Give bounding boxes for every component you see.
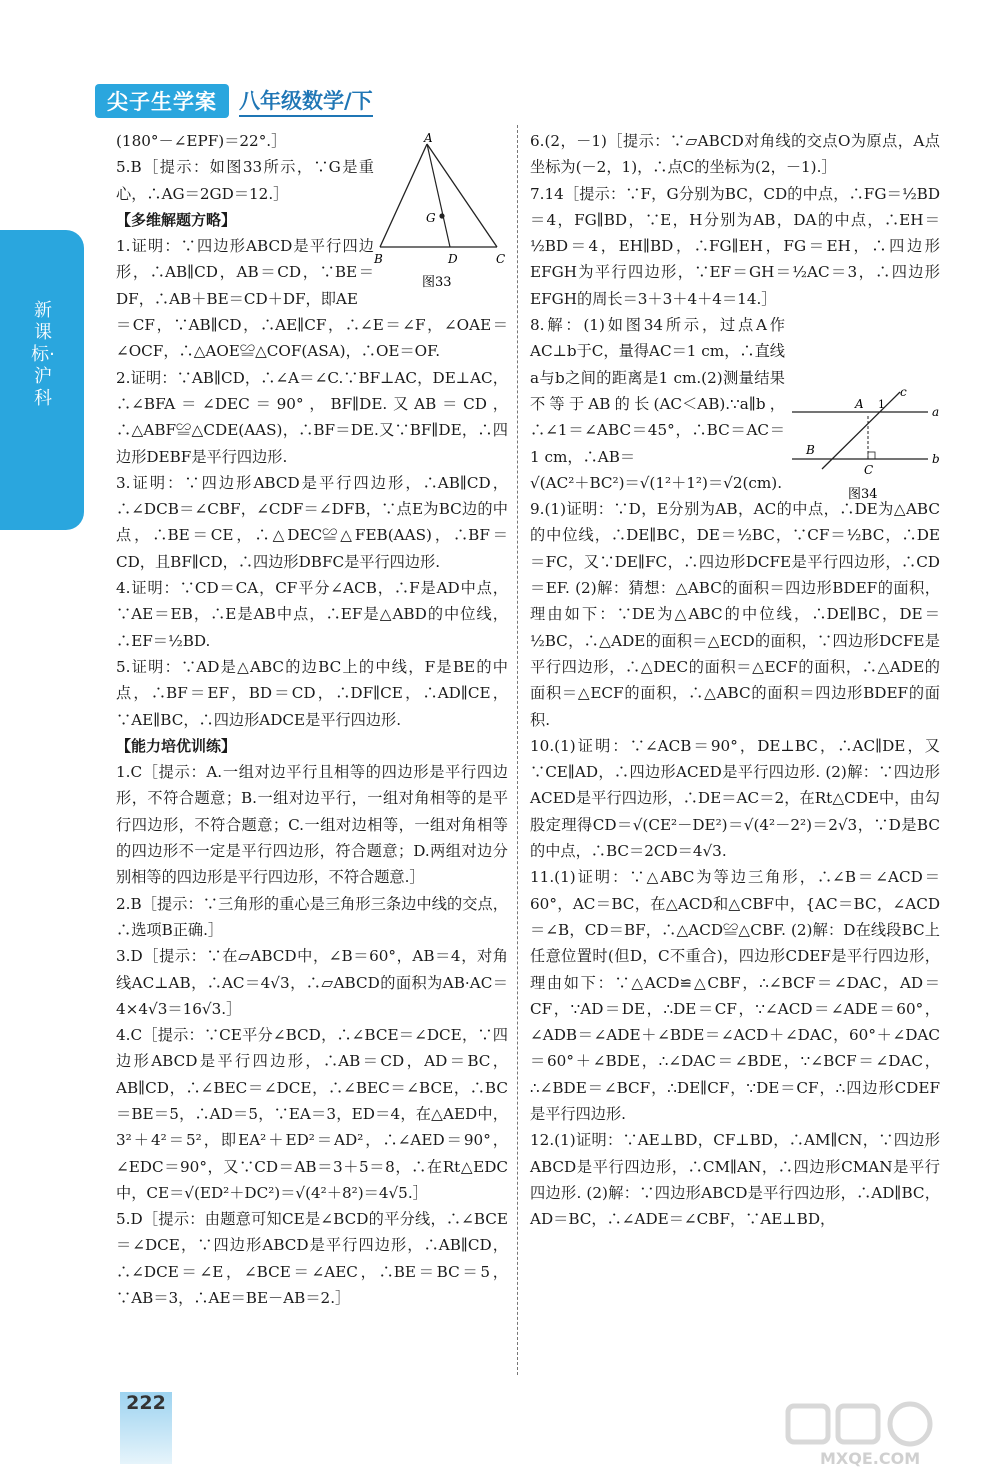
answer-paragraph: 2.证明：∵AB∥CD，∴∠A＝∠C.∵BF⊥AC，DE⊥AC，∴∠BFA＝∠DEC＝90°，BF∥DE.又AB＝CD，∴△ABF≌△CDE(AAS)，∴BF＝DE.又∵BF∥DE，∴四边形DEBF是平行四边形. — [116, 368, 508, 466]
fig34-caption: 图34 — [848, 487, 878, 502]
answer-paragraph: 5.B［提示：如图33所示，∵G是重心，∴AG＝2GD＝12.］ — [116, 158, 374, 203]
subject-label: 八年级数学/下 — [239, 85, 373, 117]
answer-paragraph: 4.C［提示：∵CE平分∠BCD，∴∠BCE＝∠DCE，∵四边形ABCD是平行四边形，∴AB＝CD，AD＝BC，AB∥CD，∴∠BEC＝∠DCE，∴∠BEC＝∠BCE，∴BC＝BE＝5，∴AD＝5，∵EA＝3，ED＝4，在△AED中，3²＋4²＝5²，即EA²＋ED²＝AD²，∴∠AED＝90°，∠EDC＝90°，又∵CD＝AB＝3＋5＝8，∴在Rt△EDC中，CE＝√(ED²＋DC²)＝√(4²＋8²)＝4√5.］ — [116, 1026, 508, 1202]
answer-paragraph: ＝CF，∵AB∥CD，∴AE∥CF，∴∠E＝∠F，∠OAE＝∠OCF，∴△AOE≌△COF(ASA)，∴OE＝OF. — [116, 316, 508, 361]
fig33-label-g: G — [426, 211, 436, 225]
answer-paragraph: 3.D［提示：∵在▱ABCD中，∠B＝60°，AB＝4，对角线AC⊥AB，∴AC＝4√3，∴▱ABCD的面积为AB·AC＝4×4√3＝16√3.］ — [116, 947, 508, 1018]
answer-paragraph: 5.D［提示：由题意可知CE是∠BCD的平分线，∴∠BCE＝∠DCE，∵四边形ABCD是平行四边形，∴AB∥CD，∴∠DCE＝∠E，∠BCE＝∠AEC，∴BE＝BC＝5，∵AB＝3，∴AE＝BE－AB＝2.］ — [116, 1210, 508, 1308]
watermark-logo — [780, 1400, 990, 1470]
answer-paragraph: 5.证明：∵AD是△ABC的边BC上的中线，F是BE的中点，∴BF＝EF，BD＝CD，∴DF∥CE，∴AD∥CE，∵AE∥BC，∴四边形ADCE是平行四边形. — [116, 657, 508, 729]
fig33-side-ac — [427, 144, 497, 247]
answer-paragraph: √(AC²＋BC²)＝√(1²＋1²)＝√2(cm). — [530, 473, 783, 492]
fig34-label-c-line: c — [900, 386, 907, 399]
page-number: 222 — [120, 1392, 172, 1464]
answer-paragraph: 1.C［提示：A.一组对边平行且相等的四边形是平行四边形，不符合题意；B.一组对边平行，一组对角相等的是平行四边形，不符合题意；C.一组对边相等，一组对角相等的四边形不一定是平行四边形，符合题意；D.两组对边分别相等的四边形是平行四边形，不符合题意.］ — [116, 763, 508, 887]
answer-paragraph: 7.14［提示：∵F，G分别为BC，CD的中点，∴FG＝½BD＝4，FG∥BD，∵E，H分别为AB，DA的中点，∴EH＝½BD＝4，EH∥BD，∴FG∥EH，FG＝EH，∴四边形EFGH为平行四边形，∵EF＝GH＝½AC＝3，∴四边形EFGH的周长＝3＋3＋4＋4＝14.］ — [530, 184, 940, 308]
fig33-label-a: A — [424, 132, 433, 145]
fig34-label-b: B — [806, 443, 815, 457]
figure-34 — [790, 386, 940, 506]
fig34-label-a-line: a — [932, 405, 940, 419]
answer-paragraph: 10.(1)证明：∵∠ACB＝90°，DE⊥BC，∴AC∥DE，又∵CE∥AD，∴四边形ACED是平行四边形. (2)解：∵四边形ACED是平行四边形，∴DE＝AC＝2，在Rt△CDE中，由勾股定理得CD＝√(CE²－DE²)＝√(4²－2²)＝2√3，∵D是BC的中点，∴BC＝2CD＝4√3. — [530, 736, 940, 861]
fig33-side-ab — [380, 144, 427, 247]
figure-33 — [372, 132, 512, 292]
column-divider — [517, 125, 518, 1375]
answer-paragraph: 8.解：(1)如图34所示，过点A作AC⊥b于C，量得AC＝1 cm，∴直线a与b之间的距离是1 cm.(2)测量结果不等于AB的长(AC＜AB).∵a∥b，∴∠1＝∠ABC＝45°，∴BC＝AC＝1 cm，∴AB＝ — [530, 316, 785, 466]
section-heading: 【能力培优训练】 — [116, 736, 237, 755]
fig34-label-a: A — [855, 397, 864, 411]
answer-paragraph: (180°－∠EPF)＝22°.］ — [116, 132, 287, 150]
answer-paragraph: 11.(1)证明：∵△ABC为等边三角形，∴∠B＝∠ACD＝60°，AC＝BC，在△ACD和△CBF中，{AC＝BC，∠ACD＝∠B，CD＝BF，∴△ACD≌△CBF. (2)解：D在线段BC上任意位置时(但D，C不重合)，四边形CDEF是平行四边形，理由如下：∵△ACD≌△CBF，∴∠BCF＝∠DAC，AD＝CF，∵AD＝DE，∴DE＝CF，∵∠ACD＝∠ADE＝60°，∠ADB＝∠ADE＋∠BDE＝∠ACD＋∠DAC，60°＋∠DAC＝60°＋∠BDE，∴∠DAC＝∠BDE，∵∠BCF＝∠DAC，∴∠BDE＝∠BCF，∴DE∥CF，∵DE＝CF，∴四边形CDEF是平行四边形. — [530, 868, 940, 1123]
answer-paragraph: 12.(1)证明：∵AE⊥BD，CF⊥BD，∴AM∥CN，∵四边形ABCD是平行四边形，∴CM∥AN，∴四边形CMAN是平行四边形. (2)解：∵四边形ABCD是平行四边形，∴AD∥BC，AD＝BC，∴∠ADE＝∠CBF，∵AE⊥BD， — [530, 1131, 940, 1229]
fig33-label-c: C — [496, 252, 506, 266]
fig34-label-c: C — [864, 463, 874, 477]
answer-paragraph: 9.(1)证明：∵D，E分别为AB，AC的中点，∴DE为△ABC的中位线，∴DE∥BC，DE＝½BC，∵CF＝½BC，∴DE＝FC，又∵DE∥FC，∴四边形DCFE是平行四边形，∴CD＝EF. (2)解：猜想：△ABC的面积＝四边形BDEF的面积，理由如下：∵DE为△ABC的中位线，∴DE∥BC，DE＝½BC，∴△ADE的面积＝△ECD的面积，∵四边形DCFE是平行四边形，∴△DEC的面积＝△ECF的面积，∴△ADE的面积＝△ECF的面积，∴△ABC的面积＝四边形BDEF的面积. — [530, 500, 940, 729]
fig34-label-1: 1 — [878, 398, 885, 411]
side-tab-label: 新课标·沪科 — [31, 300, 55, 409]
page-header — [95, 84, 373, 118]
fig33-median-ad — [427, 144, 450, 247]
fig33-caption: 图33 — [422, 275, 452, 290]
left-column — [116, 128, 508, 1311]
right-column — [530, 128, 940, 1232]
fig33-label-d: D — [448, 252, 458, 266]
fig33-point-g — [439, 213, 444, 218]
fig34-right-angle — [868, 452, 875, 459]
answer-paragraph: 1.证明：∵四边形ABCD是平行四边形，∴AB∥CD，AB＝CD，∵BE＝DF，∴AB＋BE＝CD＋DF，即AE — [116, 237, 374, 308]
brand-label: 尖子生学案 — [95, 84, 229, 118]
answer-paragraph: 4.证明：∵CD＝CA，CF平分∠ACB，∴F是AD中点，∵AE＝EB，∴E是AB中点，∴EF是△ABD的中位线，∴EF＝½BD. — [116, 579, 508, 650]
section-heading: 【多维解题方略】 — [116, 210, 237, 229]
answer-paragraph: 6.(2，－1)［提示：∵▱ABCD对角线的交点O为原点，A点坐标为(－2，1)，∴点C的坐标为(2，－1).］ — [530, 132, 940, 177]
fig34-label-b-line: b — [932, 452, 940, 466]
answer-paragraph: 2.B［提示：∵三角形的重心是三角形三条边中线的交点，∴选项B正确.］ — [116, 894, 508, 939]
answer-paragraph: 3.证明：∵四边形ABCD是平行四边形，∴AB∥CD，∴∠DCB＝∠CBF，∠CDF＝∠DFB，∵点E为BC边的中点，∴BE＝CE，∴△DEC≌△FEB(AAS)，∴BF＝CD，且BF∥CD，∴四边形DBFC是平行四边形. — [116, 473, 508, 571]
watermark-text: MXQE.COM — [820, 1449, 921, 1468]
fig33-label-b: B — [374, 252, 383, 266]
